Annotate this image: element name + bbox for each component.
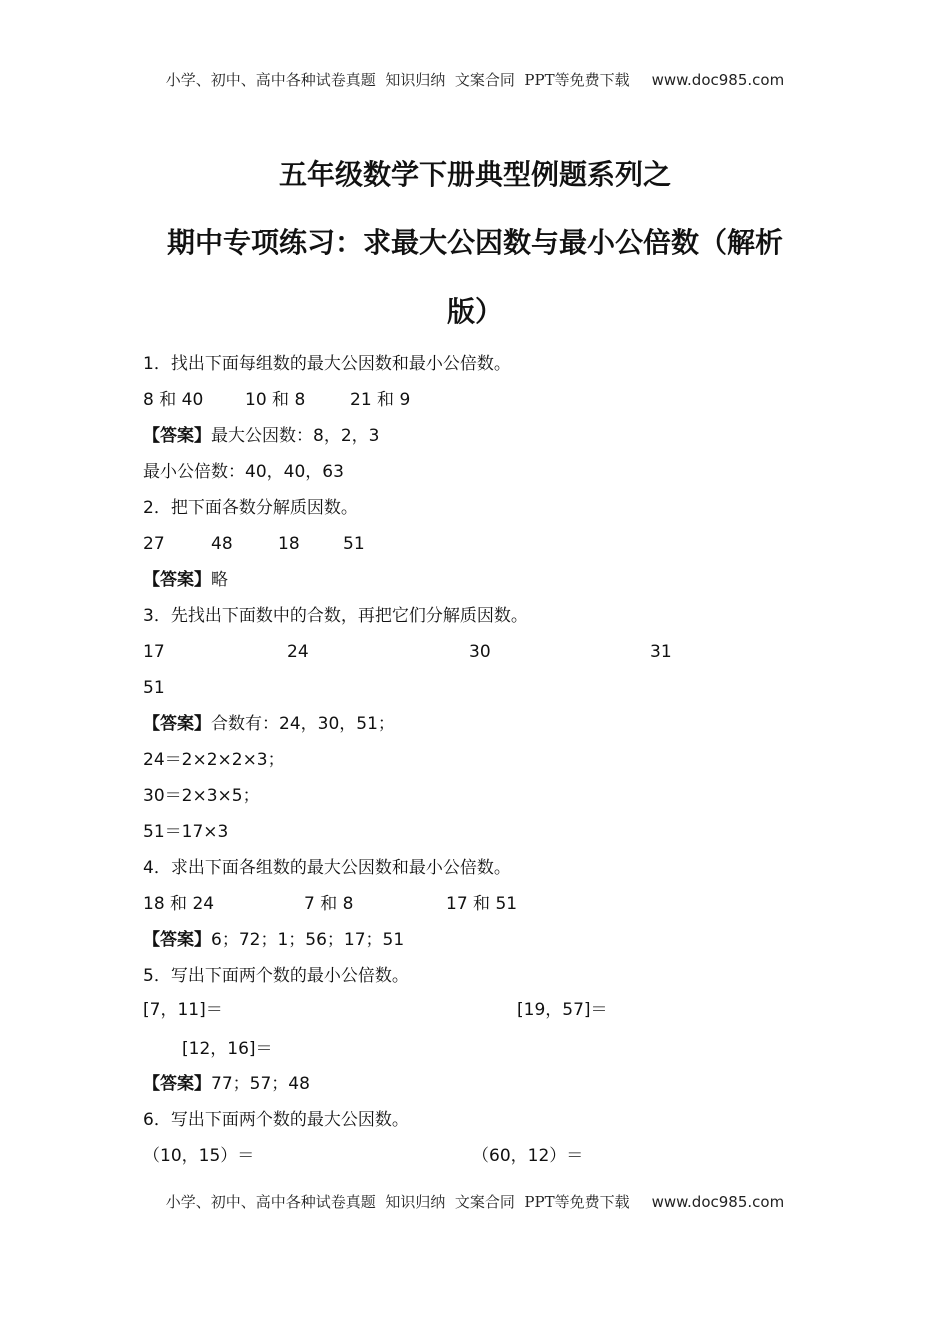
q2-answer-text: 略 — [211, 570, 228, 590]
q6-item: （60，12）＝ — [472, 1146, 584, 1166]
q3-question: 3．先找出下面数中的合数，再把它们分解质因数。 — [143, 606, 528, 626]
title-line-3: 版） — [446, 295, 503, 328]
q3-item: 51 — [143, 678, 165, 698]
q3-answer-2: 24＝2×2×2×3； — [143, 750, 285, 770]
q3-answer-text: 合数有：24，30，51； — [211, 714, 395, 734]
q3-answer — [143, 713, 395, 735]
q1-item: 10 和 8 — [245, 390, 306, 410]
q2-answer — [143, 569, 228, 591]
answer-tag: 【答案】 — [143, 714, 211, 734]
title-line-2: 期中专项练习：求最大公因数与最小公倍数（解析 — [166, 226, 783, 259]
footer-site: www.doc985.com — [651, 1193, 785, 1211]
q5-question: 5．写出下面两个数的最小公倍数。 — [143, 966, 409, 986]
q5-answer-text: 77；57；48 — [211, 1074, 310, 1094]
q4-answer — [143, 929, 404, 951]
page-header — [0, 69, 950, 90]
q1-item: 8 和 40 — [143, 390, 204, 410]
q4-answer-text: 6；72；1；56；17；51 — [211, 930, 405, 950]
q6-question: 6．写出下面两个数的最大公因数。 — [143, 1110, 409, 1130]
answer-tag: 【答案】 — [143, 1074, 211, 1094]
page-footer — [0, 1191, 950, 1212]
q1-answer — [143, 425, 379, 447]
answer-tag: 【答案】 — [143, 426, 211, 446]
q5-answer — [143, 1073, 310, 1095]
q2-item: 51 — [343, 534, 365, 554]
q2-question: 2．把下面各数分解质因数。 — [143, 498, 358, 518]
q2-item: 18 — [278, 534, 300, 554]
q1-question: 1．找出下面每组数的最大公因数和最小公倍数。 — [143, 354, 511, 374]
header-text: 小学、初中、高中各种试卷真题 知识归纳 文案合同 PPT等免费下载 — [165, 71, 630, 89]
q5-item: [19，57]＝ — [517, 1000, 608, 1020]
answer-tag: 【答案】 — [143, 930, 211, 950]
q4-item: 17 和 51 — [446, 894, 518, 914]
answer-tag: 【答案】 — [143, 570, 211, 590]
q5-item: [7，11]＝ — [143, 1000, 223, 1020]
q2-item: 27 — [143, 534, 165, 554]
q6-item: （10，15）＝ — [143, 1146, 255, 1166]
header-site: www.doc985.com — [651, 71, 785, 89]
q5-item: [12，16]＝ — [182, 1039, 273, 1059]
q1-answer-text: 最大公因数：8，2，3 — [211, 426, 380, 446]
title-line-1: 五年级数学下册典型例题系列之 — [278, 158, 671, 191]
q1-item: 21 和 9 — [350, 390, 411, 410]
q3-answer-3: 30＝2×3×5； — [143, 786, 260, 806]
q1-answer-2: 最小公倍数：40，40，63 — [143, 462, 344, 482]
q3-item: 31 — [650, 642, 672, 662]
q3-item: 24 — [287, 642, 309, 662]
footer-text: 小学、初中、高中各种试卷真题 知识归纳 文案合同 PPT等免费下载 — [165, 1193, 630, 1211]
q3-item: 17 — [143, 642, 165, 662]
q4-item: 18 和 24 — [143, 894, 215, 914]
q3-answer-4: 51＝17×3 — [143, 822, 229, 842]
q2-item: 48 — [211, 534, 233, 554]
q4-question: 4．求出下面各组数的最大公因数和最小公倍数。 — [143, 858, 511, 878]
q3-item: 30 — [469, 642, 491, 662]
q4-item: 7 和 8 — [304, 894, 354, 914]
